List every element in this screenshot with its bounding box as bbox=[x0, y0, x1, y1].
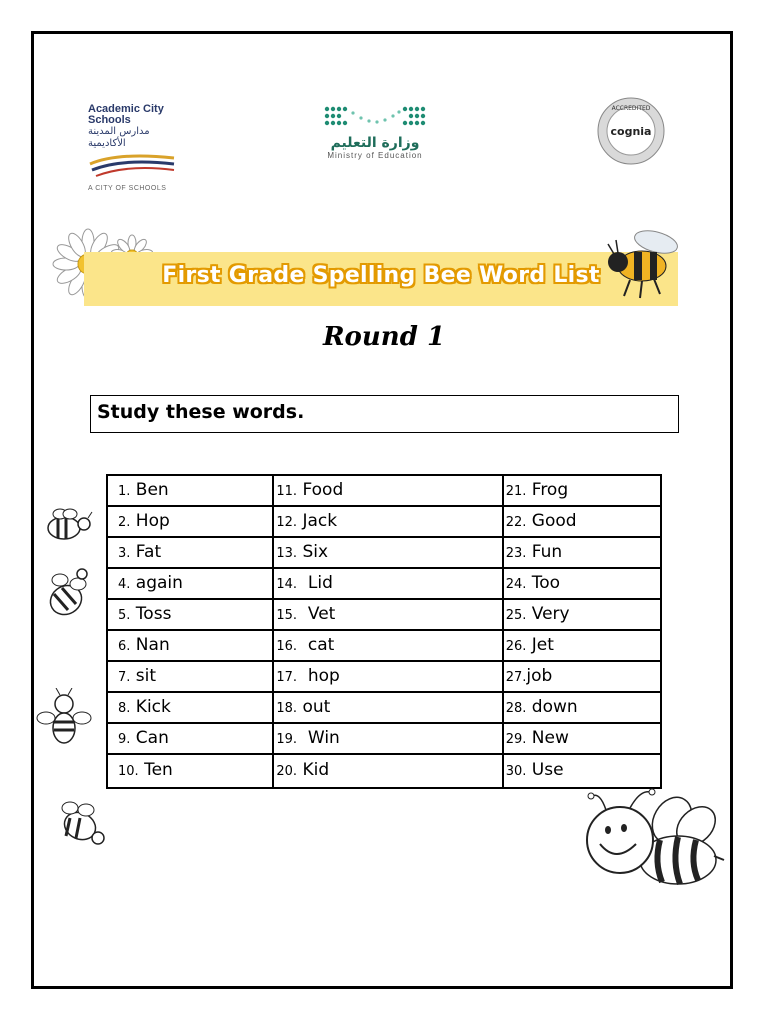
moe-dots-icon bbox=[319, 104, 431, 130]
word-text: Frog bbox=[526, 479, 569, 500]
word-text: Kick bbox=[130, 696, 171, 717]
word-number: 28. bbox=[505, 700, 527, 716]
table-row bbox=[107, 661, 661, 692]
word-text: Nan bbox=[130, 634, 170, 655]
word-cell bbox=[107, 599, 273, 630]
word-number: 11. bbox=[276, 483, 298, 499]
word-cell bbox=[503, 692, 661, 723]
word-cell bbox=[273, 568, 502, 599]
table-row bbox=[107, 599, 661, 630]
word-number: 25. bbox=[505, 607, 527, 623]
word-number: 1. bbox=[118, 483, 131, 499]
word-text: New bbox=[526, 727, 569, 748]
word-text: Jet bbox=[526, 634, 554, 655]
word-number: 6. bbox=[118, 638, 131, 654]
word-text: Fat bbox=[130, 541, 162, 562]
word-number: 2. bbox=[118, 514, 131, 530]
acs-name-line2: Schools bbox=[88, 114, 131, 126]
word-number: 15. bbox=[276, 607, 298, 623]
bee-doodle-icon bbox=[36, 688, 96, 746]
word-text: Use bbox=[526, 760, 564, 780]
word-cell bbox=[503, 506, 661, 537]
word-cell bbox=[503, 568, 661, 599]
academic-city-schools-logo bbox=[88, 103, 188, 192]
word-number: 19. bbox=[276, 731, 298, 747]
acs-name-line1: Academic City bbox=[88, 103, 164, 115]
word-number: 26. bbox=[505, 638, 527, 654]
word-cell bbox=[503, 661, 661, 692]
word-cell bbox=[503, 475, 661, 506]
word-cell bbox=[503, 723, 661, 754]
ministry-of-education-logo bbox=[310, 104, 440, 174]
table-row bbox=[107, 537, 661, 568]
word-number: 4. bbox=[118, 576, 131, 592]
word-number: 8. bbox=[118, 700, 131, 716]
smiling-bee-icon bbox=[578, 782, 728, 898]
word-cell bbox=[107, 475, 273, 506]
table-row bbox=[107, 723, 661, 754]
word-number: 7. bbox=[118, 669, 131, 685]
word-cell bbox=[273, 537, 502, 568]
word-text: Too bbox=[526, 572, 561, 593]
word-number: 29. bbox=[505, 731, 527, 747]
table-row bbox=[107, 692, 661, 723]
word-text: Good bbox=[526, 510, 577, 531]
bee-doodle-icon bbox=[52, 798, 110, 854]
word-number: 16. bbox=[276, 638, 298, 654]
word-text: Fun bbox=[526, 541, 563, 562]
word-text: Very bbox=[526, 603, 570, 624]
title-banner bbox=[84, 252, 678, 306]
word-number: 24. bbox=[505, 576, 527, 592]
word-cell bbox=[107, 754, 273, 788]
word-text: down bbox=[526, 696, 578, 717]
word-text: Jack bbox=[297, 510, 338, 531]
word-number: 21. bbox=[505, 483, 527, 499]
word-number: 10. bbox=[118, 764, 139, 779]
bee-doodle-icon bbox=[40, 502, 96, 548]
word-cell bbox=[273, 506, 502, 537]
instruction-text: Study these words. bbox=[97, 401, 305, 423]
word-cell bbox=[273, 692, 502, 723]
banner-title: First Grade Spelling Bee Word List bbox=[162, 263, 600, 288]
word-cell bbox=[273, 661, 502, 692]
word-cell bbox=[107, 723, 273, 754]
word-text: sit bbox=[130, 665, 157, 686]
bumblebee-icon bbox=[606, 226, 692, 302]
word-text: again bbox=[130, 572, 183, 593]
word-number: 3. bbox=[118, 545, 131, 561]
word-cell bbox=[107, 537, 273, 568]
word-number: 30. bbox=[505, 764, 527, 779]
bee-doodle-icon bbox=[38, 566, 98, 622]
word-text: Ben bbox=[130, 479, 169, 500]
word-number: 9. bbox=[118, 731, 131, 747]
word-text: Vet bbox=[297, 603, 336, 624]
word-text: Ten bbox=[138, 760, 173, 780]
word-cell bbox=[273, 723, 502, 754]
round-title: Round 1 bbox=[322, 322, 446, 352]
word-text: Six bbox=[297, 541, 329, 562]
word-number: 18. bbox=[276, 700, 298, 716]
word-cell bbox=[273, 754, 502, 788]
moe-english-name: Ministry of Education bbox=[327, 151, 423, 160]
word-number: 17. bbox=[276, 669, 298, 685]
cognia-ring-text: ACCREDITED bbox=[611, 105, 651, 112]
word-text: Hop bbox=[130, 510, 170, 531]
word-text: hop bbox=[297, 665, 340, 686]
table-row bbox=[107, 630, 661, 661]
moe-arabic-name: وزارة التعليم bbox=[330, 135, 420, 151]
word-number: 22. bbox=[505, 514, 527, 530]
word-cell bbox=[273, 475, 502, 506]
acs-arabic-name: مدارس المدينة الأكاديمية bbox=[88, 126, 150, 149]
word-cell bbox=[107, 630, 273, 661]
word-cell bbox=[107, 692, 273, 723]
word-cell bbox=[503, 599, 661, 630]
word-number: 20. bbox=[276, 764, 298, 779]
acs-swoosh-icon bbox=[88, 150, 178, 180]
word-text: Lid bbox=[297, 572, 333, 593]
table-row bbox=[107, 475, 661, 506]
word-text: Toss bbox=[130, 603, 172, 624]
word-number: 13. bbox=[276, 545, 298, 561]
word-cell bbox=[107, 568, 273, 599]
word-text: Win bbox=[297, 727, 340, 748]
word-cell bbox=[107, 661, 273, 692]
word-cell bbox=[503, 630, 661, 661]
word-text: cat bbox=[297, 634, 335, 655]
word-cell bbox=[273, 599, 502, 630]
word-cell bbox=[503, 537, 661, 568]
word-number: 23. bbox=[505, 545, 527, 561]
cognia-name: cognia bbox=[610, 125, 652, 138]
word-text: Food bbox=[297, 479, 344, 500]
word-text: Kid bbox=[297, 760, 330, 780]
acs-tagline: A CITY OF SCHOOLS bbox=[88, 185, 167, 192]
word-cell bbox=[273, 630, 502, 661]
word-text: Can bbox=[130, 727, 169, 748]
table-row bbox=[107, 568, 661, 599]
instruction-box bbox=[90, 395, 679, 433]
word-text: job bbox=[526, 665, 553, 686]
cognia-accreditation-seal bbox=[596, 96, 666, 166]
word-cell bbox=[107, 506, 273, 537]
word-text: out bbox=[297, 696, 331, 717]
word-number: 5. bbox=[118, 607, 131, 623]
word-number: 12. bbox=[276, 514, 298, 530]
word-number: 27. bbox=[505, 669, 527, 685]
word-number: 14. bbox=[276, 576, 298, 592]
table-row bbox=[107, 506, 661, 537]
word-list-table bbox=[106, 474, 662, 789]
